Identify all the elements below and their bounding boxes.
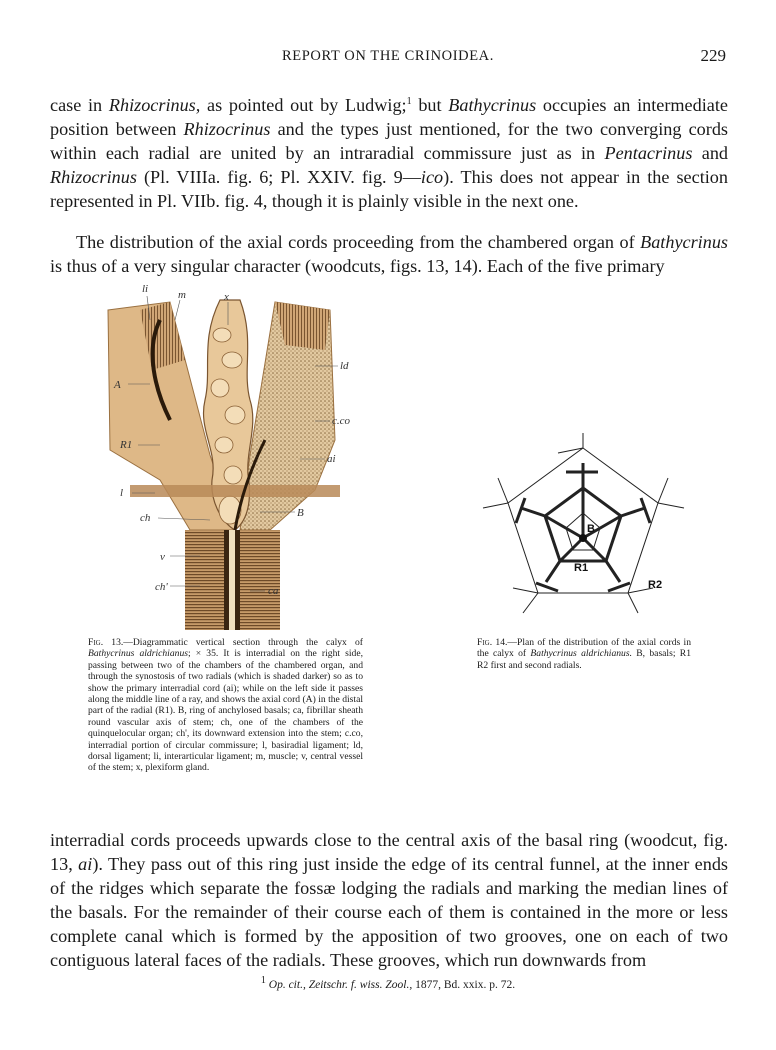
paragraph-2: The distribution of the axial cords proceeding from the chambered organ of Bathycrinus is thus of a very singular character (woodcuts, figs. 13, 14). Each of the five primary	[50, 232, 728, 276]
fig13-label-ch: ch	[140, 512, 151, 524]
paragraph-3: interradial cords proceeds upwards close to the central axis of the basal ring (woodcut, fig. 13, ai). They pass out of this ring just inside the edge of its central funnel, at the inner ends of the ridges which separate the fossæ lodging the radials and marking the median lines of the basals. For the remainder of their course each of them is contained in the more or less complete canal which is formed by the apposition of two grooves, one on each of two contiguous lateral faces of the radials. These grooves, which run downwards from	[50, 830, 729, 970]
footnote-marker[interactable]: 1	[406, 96, 412, 107]
fig13-illustration	[100, 280, 380, 630]
fig13-label-A: A	[114, 379, 121, 391]
fig13-label-R1: R1	[120, 439, 133, 451]
fig14-caption: Fig. 14.—Plan of the distribution of the axial cords in the calyx of Bathycrinus aldrichianus. B, basals; R1 R2 first and second radials.	[477, 637, 692, 671]
fig13-label-m: m	[178, 289, 186, 301]
fig13-label-ai: ai	[327, 453, 336, 465]
fig14-label-B: B	[587, 523, 595, 535]
fig13-label-ld: ld	[340, 360, 349, 372]
fig13-label-v: v	[160, 551, 165, 563]
fig14-illustration	[478, 428, 688, 628]
footnote: $^1$ Op. cit., Zeitschr. f. wiss. Zool., 1877, Bd. xxix. p. 72.	[260, 975, 516, 991]
page-number: 229	[700, 46, 726, 65]
fig13-label-B: B	[297, 507, 304, 519]
fig13-label-ch-prime: ch'	[155, 581, 168, 593]
fig13-caption: Fig. 13.—Diagrammatic vertical section through the calyx of Bathycrinus aldrichianus; × 35. It is interradial on the right side, passing between two of the chambers of the chambered organ, and through the synostosis of two radials (which is shaded darker) so as to show the primary interradial cord (ai); while on the left side it passes along the middle line of a ray, and shows the axial cord (A) in the distal part of the radial (R1). B, ring of anchylosed basals; ca, fibrillar sheath round vascular axis of stem; ch, one of the chambers of the quinquelocular organ; ch', its downward extension into the stem; c.co, interradial portion of circular commissure; l, basiradial ligament; ld, dorsal ligament; li, interarticular ligament; m, muscle; v, central vessel of the stem; x, plexiform gland.	[88, 637, 364, 774]
fig13-label-l: l	[120, 487, 124, 499]
running-header: REPORT ON THE CRINOIDEA.	[282, 48, 494, 64]
fig13-label-cco: c.co	[332, 415, 351, 427]
fig13-label-li: li	[142, 283, 149, 295]
fig14-label-R1: R1	[574, 562, 589, 574]
fig13-label-x: x	[224, 291, 229, 303]
fig13-label-ca: ca	[268, 585, 279, 597]
fig14-label-R2: R2	[648, 579, 663, 591]
paragraph-1: case in Rhizocrinus, as pointed out by Ludwig;$^1$ but Bathycrinus occupies an intermediate position between Rhizocrinus and the types just mentioned, for the two converging cords within each radial are united by an intraradial commissure just as in Pentacrinus and Rhizocrinus (Pl. VIIIa. fig. 6; Pl. XXIV. fig. 9—ico). This does not appear in the section represented in Pl. VIIb. fig. 4, though it is plainly visible in the next one.	[50, 95, 729, 212]
